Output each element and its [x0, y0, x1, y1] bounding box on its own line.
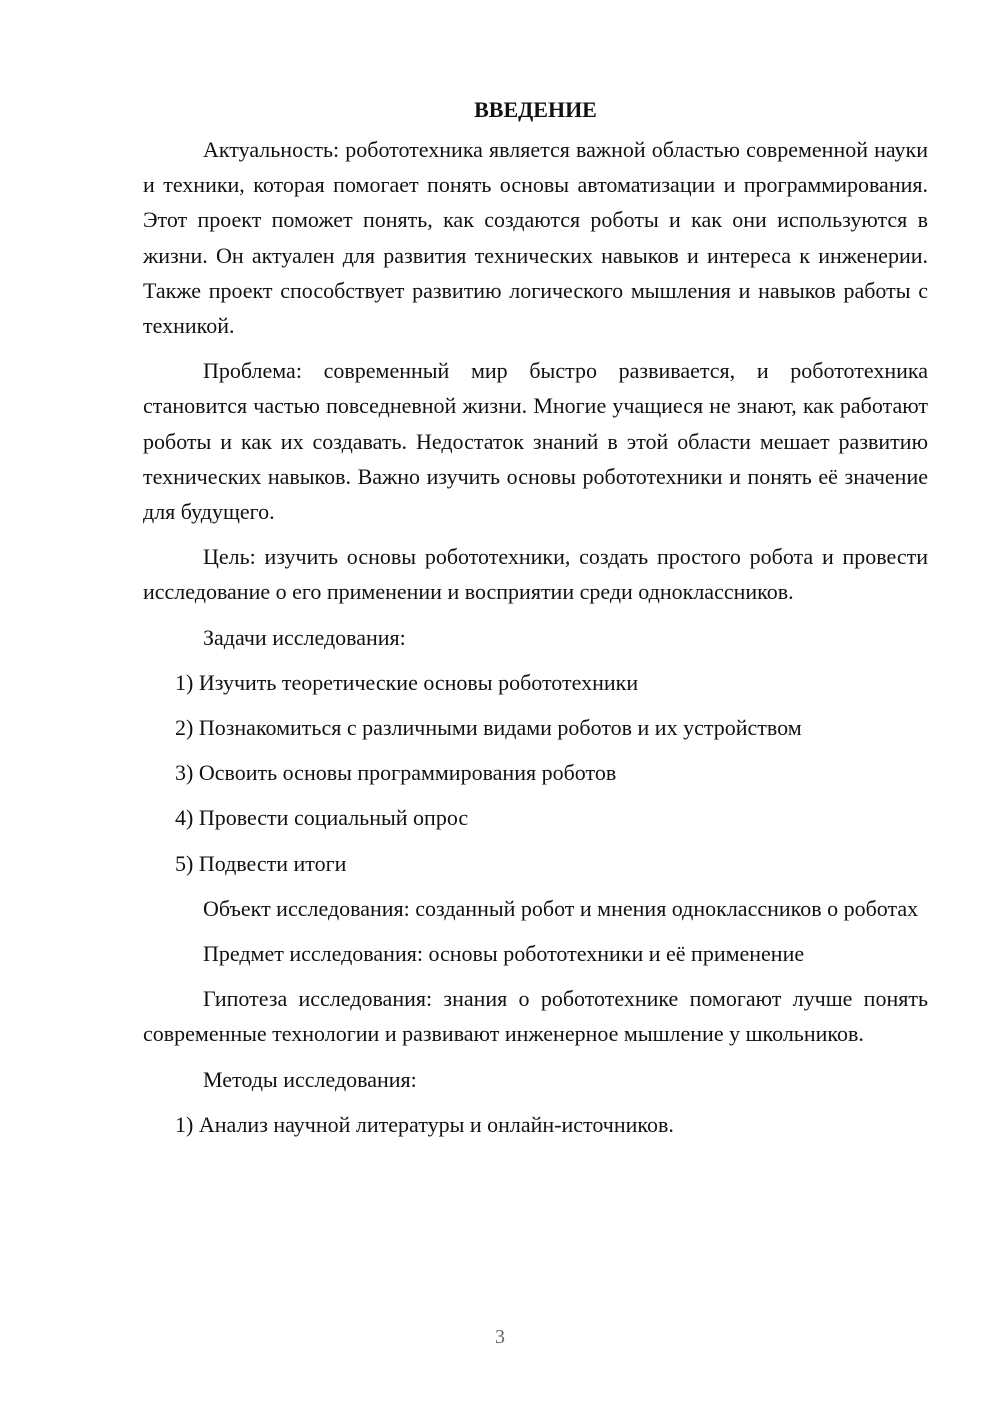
task-item-5: 5) Подвести итоги — [175, 850, 347, 876]
method-item-1: 1) Анализ научной литературы и онлайн-источников. — [175, 1111, 674, 1137]
methods-title: Методы исследования: — [203, 1066, 417, 1092]
subject-paragraph: Предмет исследования: основы робототехники и её применение — [203, 941, 805, 967]
task-item-4: 4) Провести социальный опрос — [175, 805, 469, 831]
task-item-1: 1) Изучить теоретические основы робототехники — [175, 669, 639, 695]
tasks-title: Задачи исследования: — [203, 624, 406, 650]
document-heading: ВВЕДЕНИЕ — [474, 97, 597, 122]
object-paragraph: Объект исследования: созданный робот и мнения одноклассников о роботах — [203, 895, 919, 921]
relevance-paragraph: Актуальность: робототехника является важной областью современной науки и техники, которая помогает понять основы автоматизации и программирования. Этот проект поможет понять, как создаются роботы и как они используются в жизни. Он актуален для развития технических навыков и интереса к инженерии. Также проект способствует развитию логического мышления и навыков работы с техникой. — [143, 137, 928, 339]
problem-paragraph: Проблема: современный мир быстро развивается, и робототехника становится частью повседневной жизни. Многие учащиеся не знают, как работают роботы и как их создавать. Недостаток знаний в этой области мешает развитию технических навыков. Важно изучить основы робототехники и понять её значение для будущего. — [143, 358, 928, 525]
goal-paragraph: Цель: изучить основы робототехники, создать простого робота и провести исследование о его применении и восприятии среди одноклассников. — [143, 544, 928, 605]
document-page — [143, 92, 928, 1152]
page-number: 3 — [495, 1326, 505, 1348]
task-item-3: 3) Освоить основы программирования роботов — [175, 760, 617, 786]
hypothesis-paragraph: Гипотеза исследования: знания о робототехнике помогают лучше понять современные технологии и развивают инженерное мышление у школьников. — [143, 986, 928, 1047]
task-item-2: 2) Познакомиться с различными видами роботов и их устройством — [175, 715, 802, 741]
